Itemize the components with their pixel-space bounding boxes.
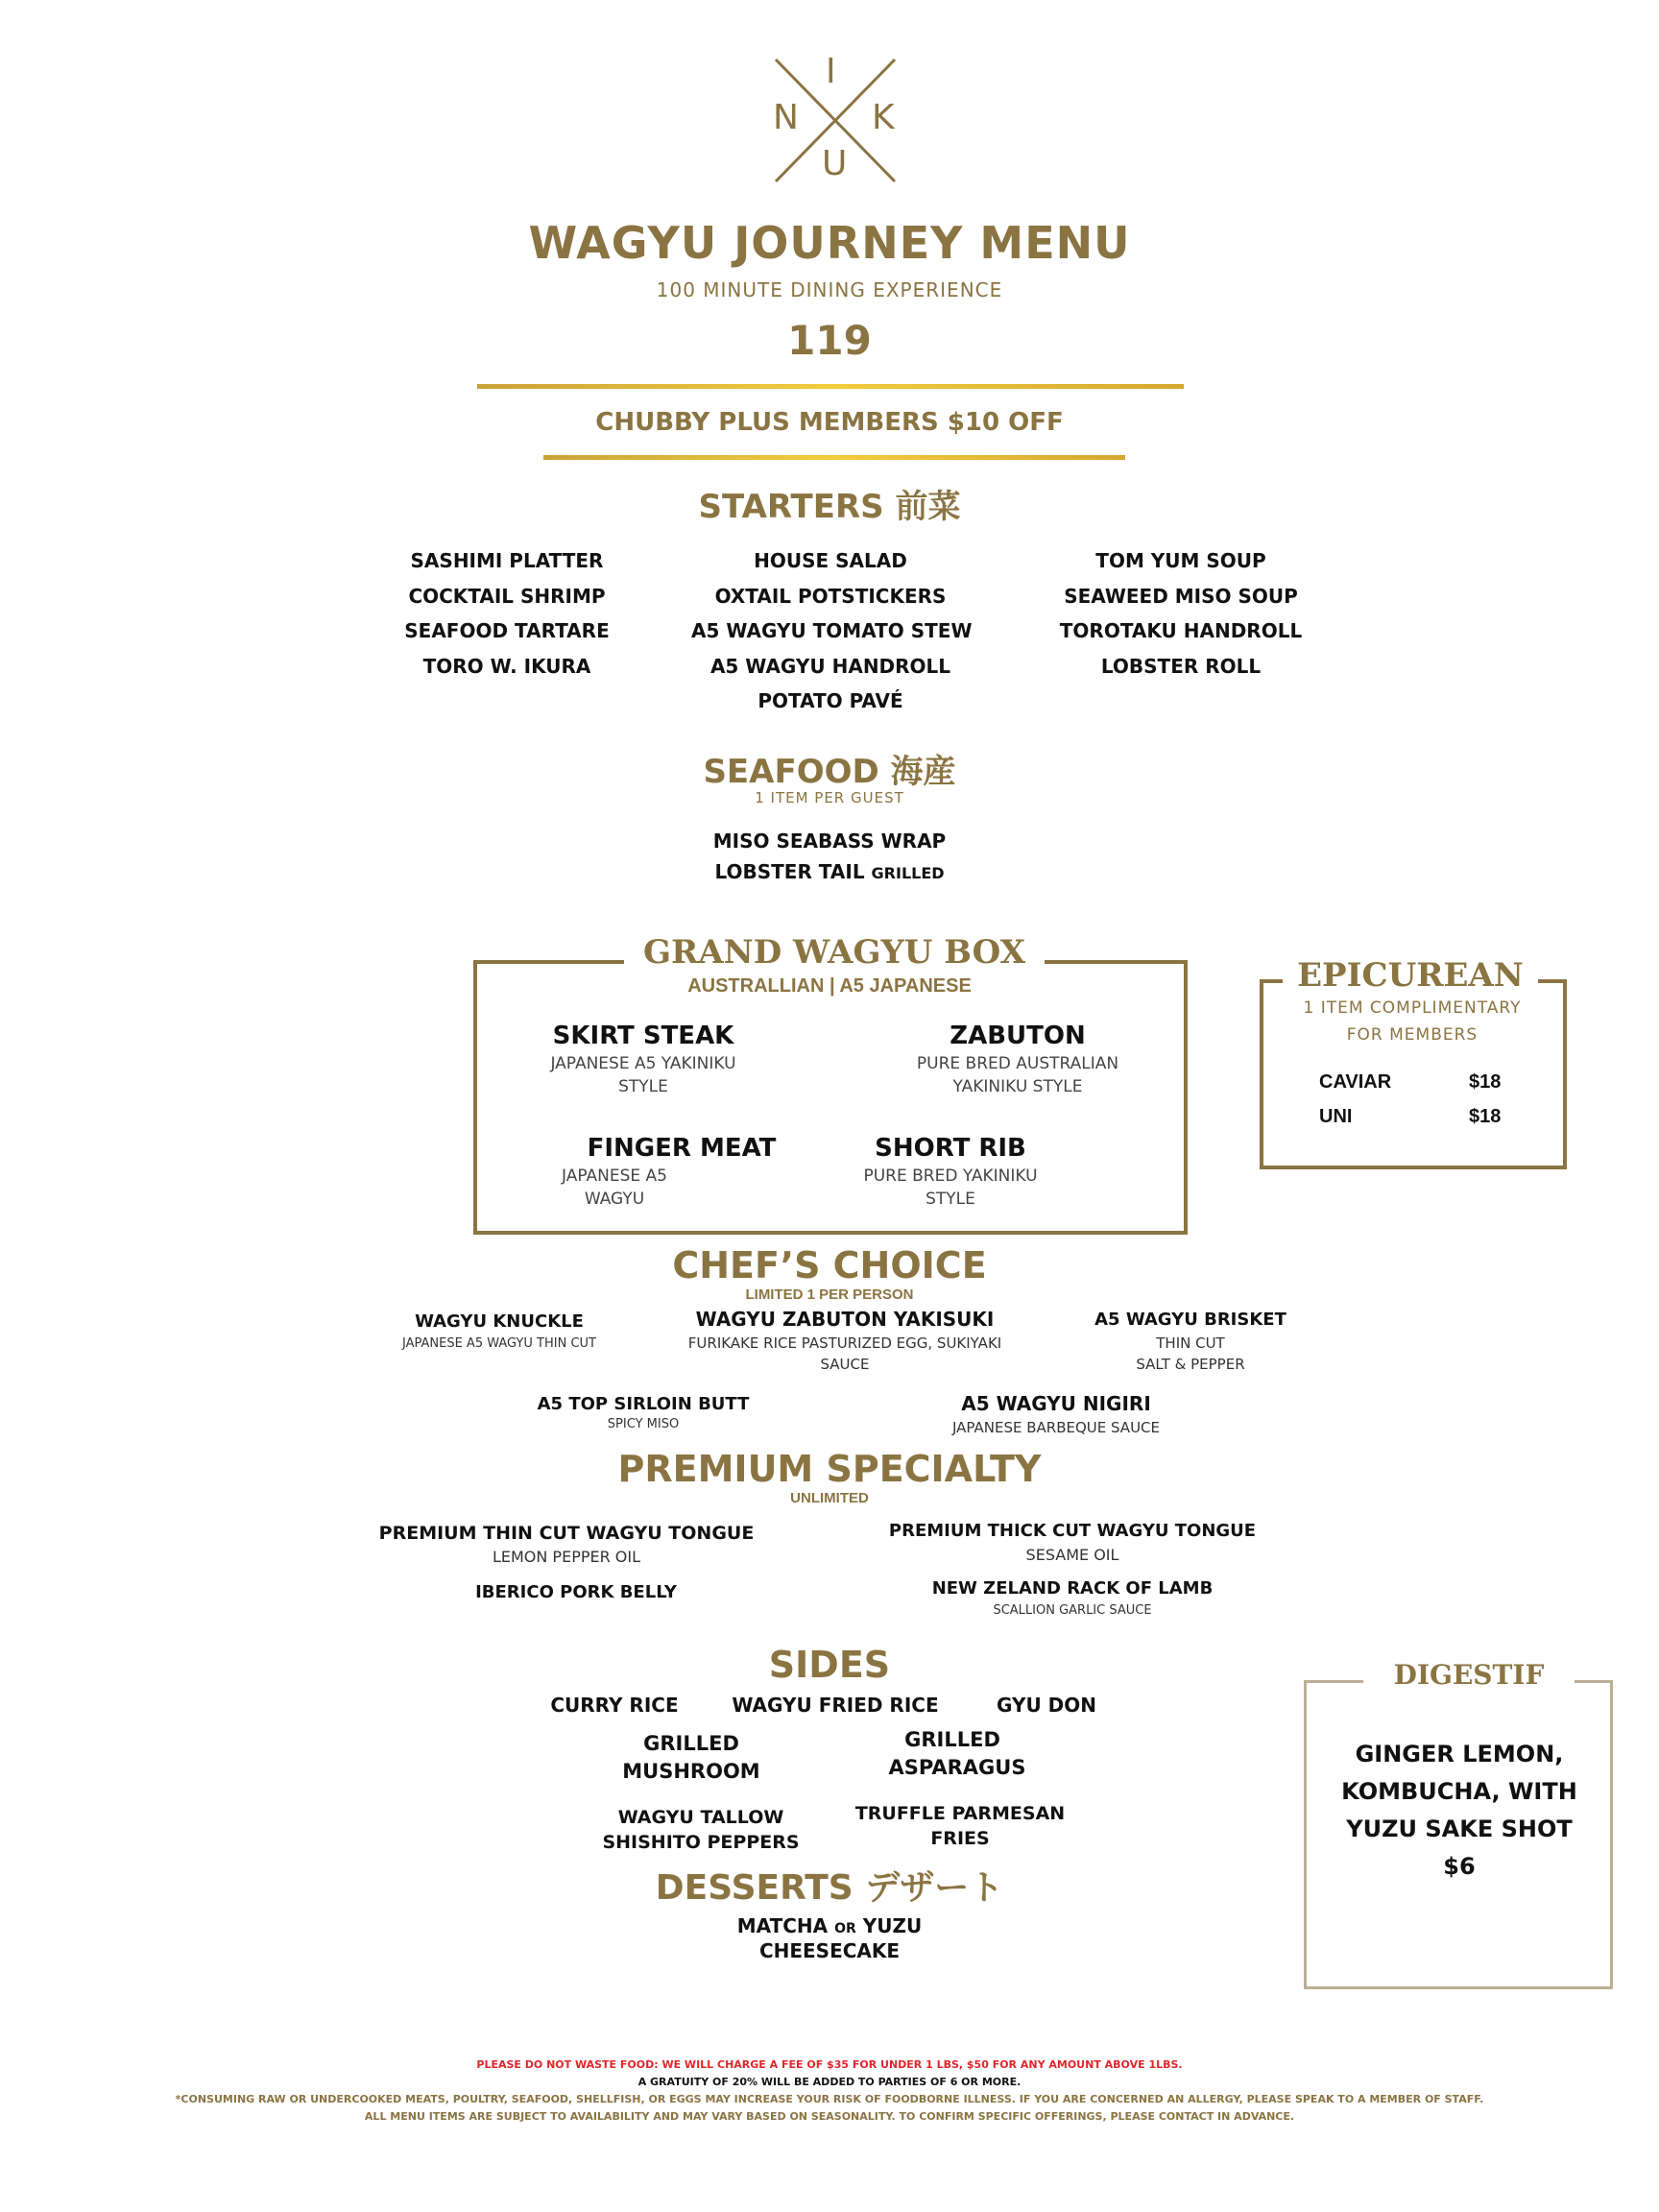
top-sirloin-desc: SPICY MISO: [607, 1417, 680, 1431]
gold-divider-top: [477, 384, 1184, 389]
thin-tongue-desc: LEMON PEPPER OIL: [492, 1548, 641, 1566]
starter-item: POTATO PAVÉ: [757, 689, 903, 712]
logo-letter-left: N: [773, 98, 799, 137]
zabuton-yakisuki-desc-2: SAUCE: [820, 1356, 870, 1373]
a5-brisket-desc-2: SALT & PEPPER: [1136, 1356, 1245, 1373]
logo-letter-bottom: U: [822, 144, 848, 183]
zabuton-yakisuki-desc-1: FURIKAKE RICE PASTURIZED EGG, SUKIYAKI: [687, 1334, 1002, 1352]
side-gyu-don: GYU DON: [996, 1694, 1096, 1717]
finger-meat-name: FINGER MEAT: [587, 1134, 777, 1163]
epicurean-note-1: 1 ITEM COMPLIMENTARY: [1303, 998, 1522, 1018]
short-rib-desc-1: PURE BRED YAKINIKU: [863, 1166, 1038, 1186]
zabuton-name: ZABUTON: [950, 1022, 1086, 1050]
skirt-steak-name: SKIRT STEAK: [552, 1022, 734, 1050]
rack-of-lamb-desc: SCALLION GARLIC SAUCE: [993, 1603, 1152, 1618]
footer-availability: ALL MENU ITEMS ARE SUBJECT TO AVAILABILITY AND MAY VARY BASED ON SEASONALITY. TO CONFIRM SPECIFIC OFFERINGS, PLEASE CONTACT IN ADVANCE.: [364, 2110, 1295, 2123]
finger-meat-desc-2: WAGYU: [584, 1190, 645, 1209]
desserts-heading: DESSERTS デザート: [655, 1868, 1004, 1908]
side-truffle-fries-2: FRIES: [930, 1828, 990, 1849]
side-tallow-1: WAGYU TALLOW: [617, 1807, 784, 1828]
zabuton-desc-1: PURE BRED AUSTRALIAN: [916, 1054, 1119, 1073]
thick-tongue-desc: SESAME OIL: [1025, 1546, 1119, 1564]
starter-item: A5 WAGYU TOMATO STEW: [691, 619, 973, 642]
rack-of-lamb-name: NEW ZELAND RACK OF LAMB: [931, 1578, 1214, 1599]
side-truffle-fries-1: TRUFFLE PARMESAN: [854, 1803, 1066, 1824]
digestif-body: [1308, 1736, 1611, 1886]
seafood-item-lobster-tail: [0, 860, 1659, 883]
digestif-title: DIGESTIF: [1363, 1659, 1575, 1691]
zabuton-desc: [893, 1052, 1142, 1098]
starter-item: SEAFOOD TARTARE: [404, 619, 610, 642]
a5-nigiri-name: A5 WAGYU NIGIRI: [961, 1392, 1151, 1415]
dessert-yuzu: YUZU: [862, 1914, 923, 1937]
side-tallow-2: SHISHITO PEPPERS: [602, 1832, 800, 1853]
seafood-item-seabass: MISO SEABASS WRAP: [712, 830, 947, 853]
members-discount: CHUBBY PLUS MEMBERS $10 OFF: [595, 408, 1064, 437]
menu-price: 119: [787, 317, 872, 364]
skirt-steak-desc: [518, 1052, 768, 1098]
top-sirloin-name: A5 TOP SIRLOIN BUTT: [537, 1394, 750, 1414]
finger-meat-desc: [490, 1165, 739, 1211]
thick-tongue-name: PREMIUM THICK CUT WAGYU TONGUE: [888, 1521, 1257, 1541]
epicurean-uni: UNI: [1319, 1106, 1353, 1127]
dessert-cheesecake: CHEESECAKE: [758, 1939, 901, 1962]
starter-item: SASHIMI PLATTER: [410, 549, 604, 572]
side-grilled-mushroom-1: GRILLED: [643, 1732, 739, 1755]
starter-item: TOROTAKU HANDROLL: [1059, 619, 1303, 642]
short-rib-desc-2: STYLE: [926, 1190, 975, 1209]
starters-heading: STARTERS 前菜: [698, 488, 961, 526]
thin-tongue-name: PREMIUM THIN CUT WAGYU TONGUE: [378, 1523, 755, 1544]
finger-meat-desc-1: JAPANESE A5: [562, 1166, 667, 1186]
seafood-note: 1 ITEM PER GUEST: [755, 789, 904, 806]
seafood-heading: SEAFOOD 海産: [703, 753, 956, 791]
lobster-tail-name: LOBSTER TAIL: [714, 860, 865, 883]
logo-letter-top: I: [826, 52, 836, 91]
niku-logo: [768, 52, 902, 185]
digestif-line-1: GINGER LEMON,: [1355, 1741, 1564, 1767]
starter-item: OXTAIL POTSTICKERS: [714, 584, 947, 608]
premium-heading: PREMIUM SPECIALTY: [617, 1448, 1042, 1490]
skirt-steak-desc-2: STYLE: [618, 1077, 668, 1096]
lobster-tail-style: GRILLED: [871, 864, 945, 882]
digestif-line-3: YUZU SAKE SHOT: [1346, 1815, 1573, 1842]
grand-wagyu-box-title: GRAND WAGYU BOX: [624, 933, 1045, 972]
zabuton-desc-2: YAKINIKU STYLE: [952, 1077, 1083, 1096]
premium-note: UNLIMITED: [790, 1490, 869, 1506]
side-grilled-asparagus-1: GRILLED: [904, 1728, 1000, 1751]
sides-heading: SIDES: [768, 1644, 891, 1686]
zabuton-yakisuki-name: WAGYU ZABUTON YAKISUKI: [695, 1308, 995, 1331]
skirt-steak-desc-1: JAPANESE A5 YAKINIKU: [550, 1054, 736, 1073]
a5-brisket-name: A5 WAGYU BRISKET: [1094, 1310, 1286, 1330]
epicurean-uni-price: $18: [1469, 1106, 1502, 1127]
side-wagyu-fried-rice: WAGYU FRIED RICE: [732, 1694, 939, 1717]
starter-item: A5 WAGYU HANDROLL: [709, 654, 951, 678]
gold-divider-bottom: [543, 455, 1125, 460]
wagyu-knuckle-desc: JAPANESE A5 WAGYU THIN CUT: [402, 1336, 596, 1351]
epicurean-caviar: CAVIAR: [1319, 1071, 1392, 1093]
starter-item: COCKTAIL SHRIMP: [408, 584, 606, 608]
footer-raw-warning: *CONSUMING RAW OR UNDERCOOKED MEATS, POULTRY, SEAFOOD, SHELLFISH, OR EGGS MAY INCREASE YOUR RISK OF FOODBORNE ILLNESS. IF YOU ARE CONCERNED AN ALLERGY, PLEASE SPEAK TO A MEMBER OF STAFF.: [175, 2093, 1484, 2105]
menu-title: WAGYU JOURNEY MENU: [528, 217, 1131, 269]
grand-wagyu-box-subtitle: AUSTRALLIAN | A5 JAPANESE: [687, 975, 972, 997]
side-grilled-asparagus-2: ASPARAGUS: [888, 1756, 1026, 1779]
digestif-line-2: KOMBUCHA, WITH: [1341, 1778, 1577, 1805]
logo-letter-right: K: [872, 98, 895, 137]
epicurean-title: EPICUREAN: [1283, 956, 1538, 995]
starter-item: HOUSE SALAD: [754, 549, 907, 572]
wagyu-knuckle-name: WAGYU KNUCKLE: [415, 1311, 584, 1332]
starter-item: SEAWEED MISO SOUP: [1064, 584, 1298, 608]
menu-subtitle: 100 MINUTE DINING EXPERIENCE: [656, 278, 1003, 301]
starter-item: TORO W. IKURA: [422, 654, 591, 678]
short-rib-name: SHORT RIB: [875, 1134, 1026, 1163]
dessert-matcha: MATCHA: [736, 1914, 829, 1937]
side-curry-rice: CURRY RICE: [550, 1694, 679, 1717]
epicurean-caviar-price: $18: [1469, 1071, 1502, 1093]
chefs-choice-heading: CHEF’S CHOICE: [672, 1244, 987, 1286]
digestif-price: $6: [1443, 1853, 1476, 1880]
dessert-or: OR: [834, 1921, 856, 1936]
footer-gratuity: A GRATUITY OF 20% WILL BE ADDED TO PARTIES OF 6 OR MORE.: [637, 2076, 1022, 2088]
short-rib-desc: [835, 1165, 1066, 1211]
pork-belly-name: IBERICO PORK BELLY: [475, 1582, 677, 1602]
a5-brisket-desc-1: THIN CUT: [1156, 1334, 1225, 1352]
footer-waste-notice: PLEASE DO NOT WASTE FOOD: WE WILL CHARGE A FEE OF $35 FOR UNDER 1 LBS, $50 FOR ANY AMOUNT ABOVE 1LBS.: [476, 2058, 1183, 2071]
side-grilled-mushroom-2: MUSHROOM: [622, 1760, 760, 1783]
epicurean-note-2: FOR MEMBERS: [1346, 1025, 1479, 1045]
starter-item: TOM YUM SOUP: [1095, 549, 1266, 572]
starter-item: LOBSTER ROLL: [1100, 654, 1262, 678]
a5-nigiri-desc: JAPANESE BARBEQUE SAUCE: [952, 1419, 1160, 1436]
chefs-choice-note: LIMITED 1 PER PERSON: [745, 1286, 914, 1303]
